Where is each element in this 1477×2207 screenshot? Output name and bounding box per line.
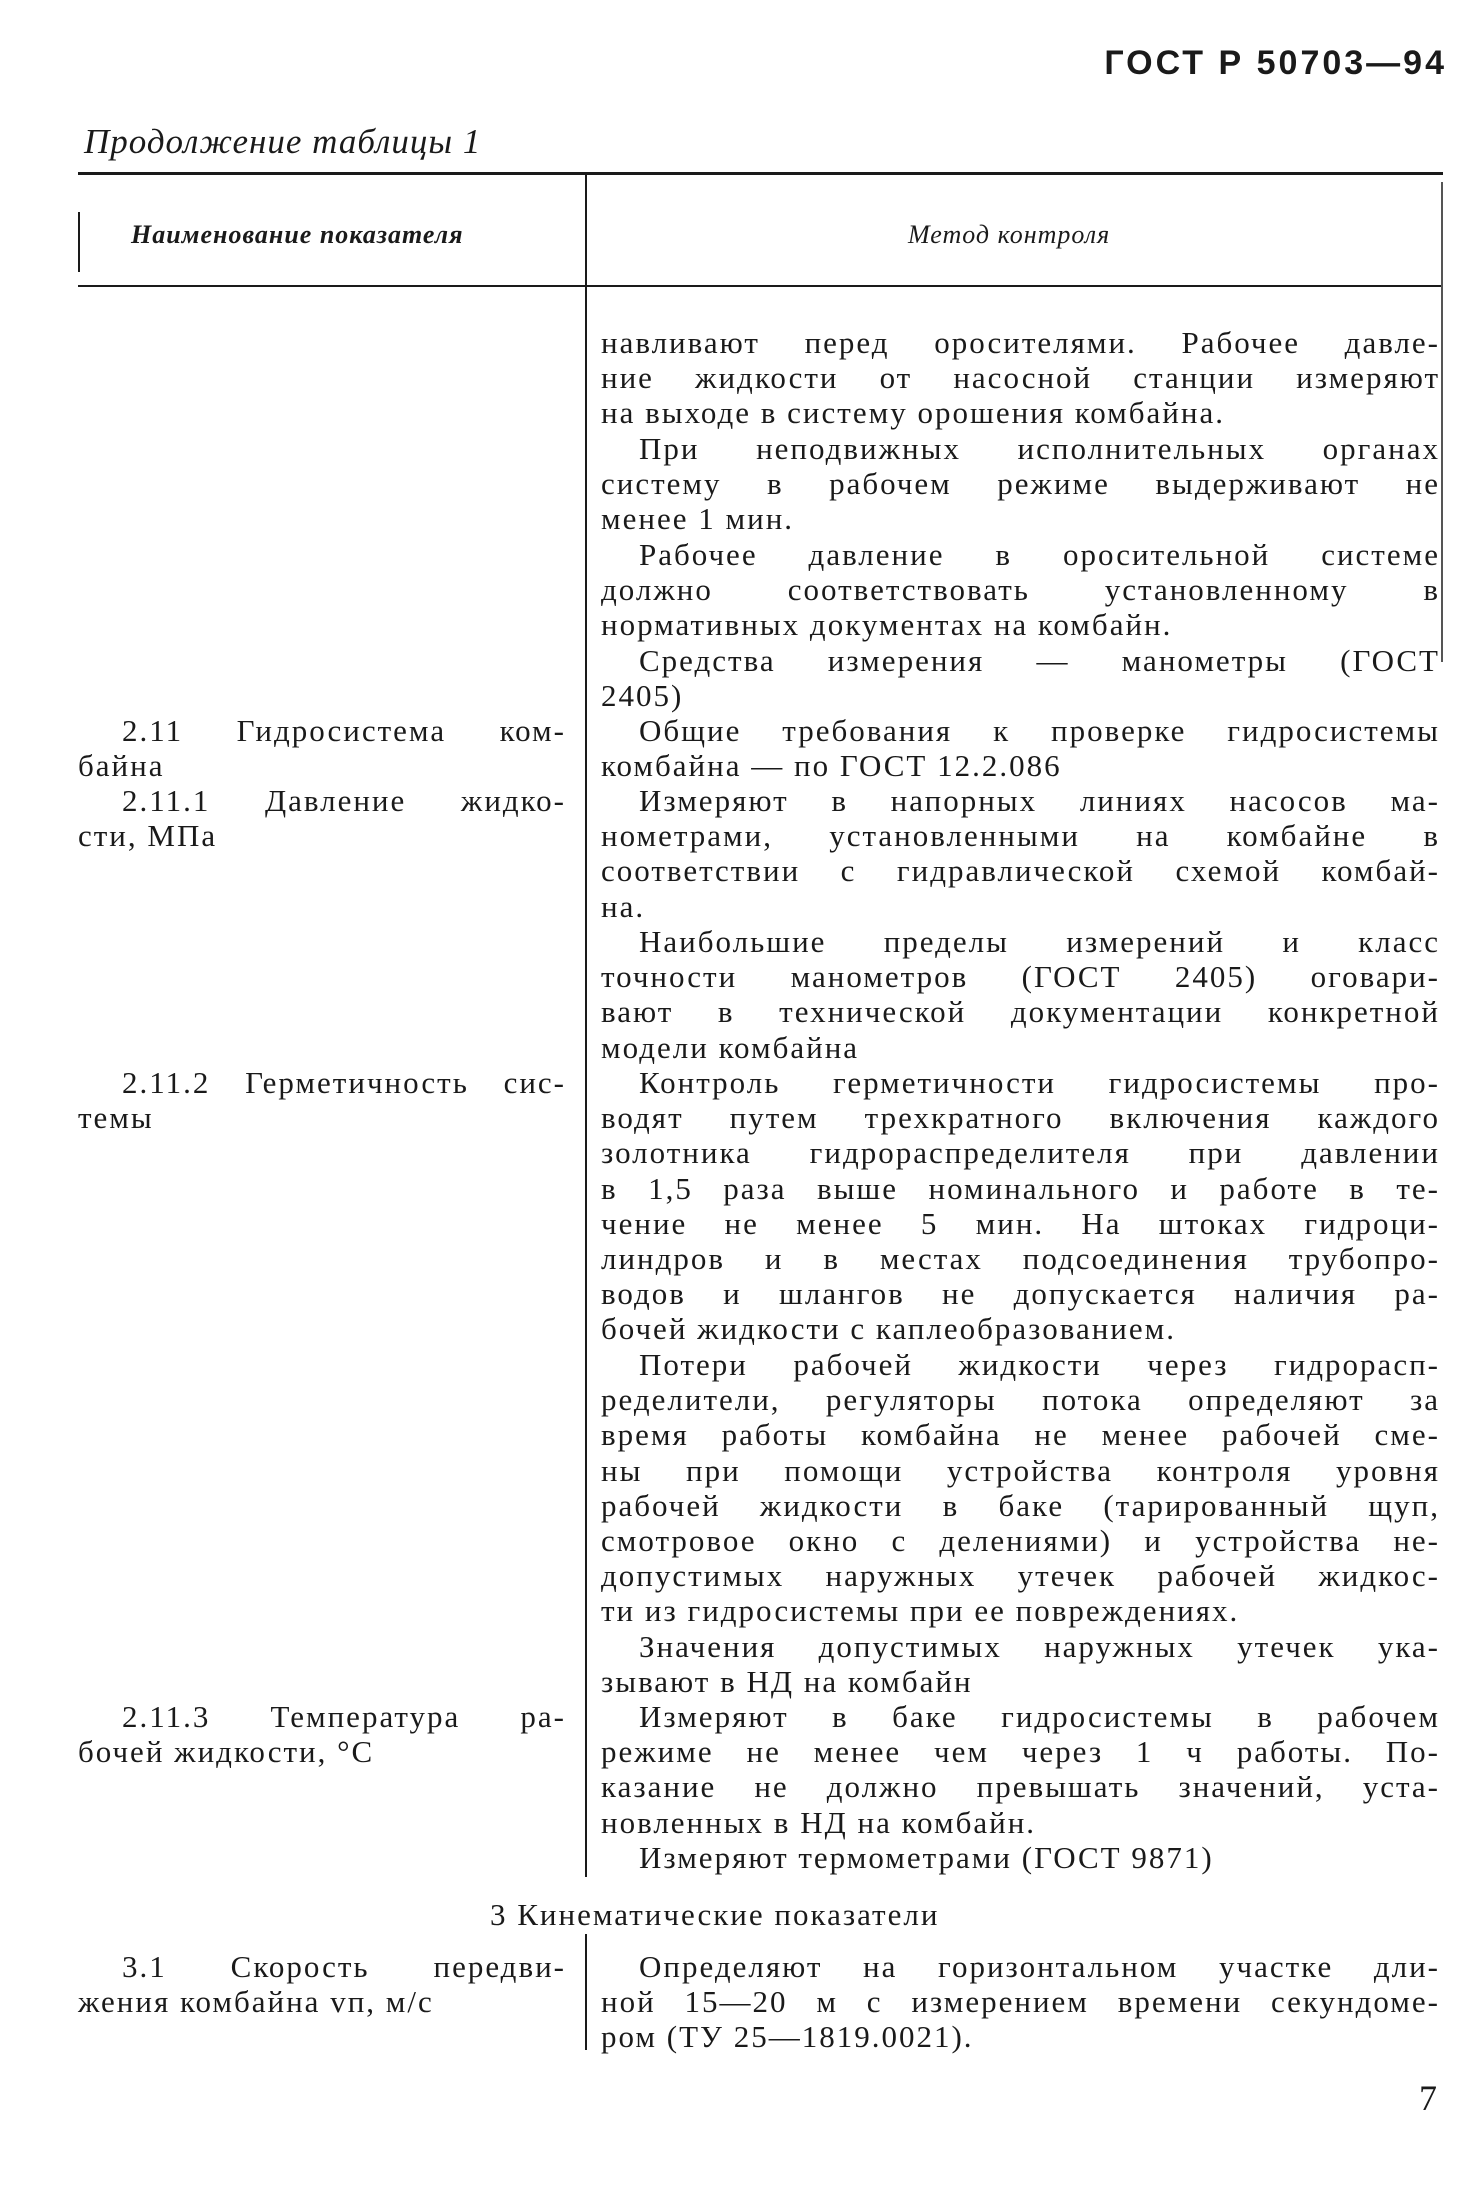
text-line: должно соответствовать установленному в [601, 572, 1440, 608]
text-line: Измеряют в баке гидросистемы в рабочем [639, 1699, 1440, 1734]
column-divider [585, 172, 587, 1877]
text-line: 2.11.1 Давление жидко- [122, 783, 566, 818]
text-line: комбайна — по ГОСТ 12.2.086 [601, 748, 1062, 784]
text-line: Измеряют в напорных линиях насосов ма- [639, 783, 1440, 818]
text-line: ние жидкости от насосной станции измеряют [601, 360, 1440, 396]
table-caption: Продолжение таблицы 1 [84, 122, 482, 161]
text-line: 2.11 Гидросистема ком- [122, 713, 566, 748]
column-header-method: Метод контроля [908, 220, 1111, 249]
text-line: жения комбайна vп, м/с [78, 1984, 434, 2020]
method-2-11-2-b [601, 1347, 1440, 1629]
text-line: сти, МПа [78, 818, 218, 854]
text-line: 2405) [601, 678, 684, 714]
indicator-2-11-1 [78, 783, 566, 853]
method-paragraph [601, 537, 1440, 643]
text-line: новленных в НД на комбайн. [601, 1804, 1037, 1840]
text-line: Средства измерения — манометры (ГОСТ [639, 643, 1440, 678]
text-line: навливают перед оросителями. Рабочее давле- [601, 325, 1440, 360]
text-line: на выходе в систему орошения комбайна. [601, 395, 1225, 431]
text-line: казание не должно превышать значений, уста- [601, 1769, 1440, 1805]
text-line: бочей жидкости с каплеобразованием. [601, 1311, 1177, 1347]
text-line: темы [78, 1100, 154, 1136]
column-header-indicator: Наименование показателя [131, 220, 464, 249]
text-line: байна [78, 748, 165, 784]
text-line: нометрами, установленными на комбайне в [601, 818, 1440, 854]
method-2-11-1-a [601, 783, 1440, 924]
text-line: водов и шлангов не допускается наличия ра- [601, 1276, 1440, 1312]
indicator-2-11 [78, 713, 566, 783]
text-line: ны при помощи устройства контроля уровня [601, 1452, 1440, 1488]
column-divider-lower [585, 1934, 587, 2050]
section-title: 3 Кинематические показатели [490, 1897, 940, 1932]
method-2-11-3-b [601, 1840, 1440, 1875]
method-2-11-3-a [601, 1699, 1440, 1840]
page-number: 7 [1419, 2078, 1437, 2118]
method-2-11-2-c [601, 1629, 1440, 1699]
standard-code-header: ГОСТ Р 50703—94 [1104, 44, 1447, 82]
table-header-rule [78, 285, 1443, 287]
text-line: точности манометров (ГОСТ 2405) оговари- [601, 959, 1440, 995]
method-2-11-2-a [601, 1065, 1440, 1347]
text-line: Измеряют термометрами (ГОСТ 9871) [639, 1840, 1214, 1875]
text-line: золотника гидрораспределителя при давлении [601, 1135, 1440, 1171]
text-line: ределители, регуляторы потока определяют за [601, 1382, 1440, 1418]
method-continuation [601, 325, 1440, 431]
text-line: чение не менее 5 мин. На штоках гидроци- [601, 1205, 1440, 1241]
text-line: 2.11.3 Температура ра- [122, 1699, 566, 1734]
indicator-2-11-2 [78, 1065, 566, 1135]
method-paragraph [601, 431, 1440, 537]
method-3-1 [601, 1949, 1440, 2055]
text-line: 3.1 Скорость передви- [122, 1949, 566, 1984]
text-line: рабочей жидкости в баке (тарированный щуп, [601, 1487, 1440, 1523]
method-paragraph [601, 643, 1440, 713]
text-line: ти из гидросистемы при ее повреждениях. [601, 1593, 1240, 1629]
text-line: 2.11.2 Герметичность сис- [122, 1065, 566, 1100]
table-right-edge [1441, 182, 1443, 662]
text-line: Потери рабочей жидкости через гидрорасп- [639, 1347, 1440, 1382]
method-2-11 [601, 713, 1440, 783]
text-line: Контроль герметичности гидросистемы про- [639, 1065, 1440, 1100]
text-line: Рабочее давление в оросительной системе [639, 537, 1440, 572]
text-line: Наибольшие пределы измерений и класс [639, 924, 1440, 959]
text-line: на. [601, 888, 646, 924]
text-line: модели комбайна [601, 1029, 860, 1065]
text-line: вают в технической документации конкретной [601, 994, 1440, 1030]
text-line: в 1,5 раза выше номинального и работе в те- [601, 1170, 1440, 1206]
indicator-2-11-3 [78, 1699, 566, 1769]
text-line: соответствии с гидравлической схемой комбай- [601, 853, 1440, 889]
text-line: допустимых наружных утечек рабочей жидкос- [601, 1558, 1440, 1594]
text-line: ной 15—20 м с измерением времени секундоме- [601, 1984, 1440, 2020]
text-line: систему в рабочем режиме выдерживают не [601, 466, 1440, 502]
indicator-3-1 [78, 1949, 566, 2019]
text-line: зывают в НД на комбайн [601, 1664, 973, 1700]
text-line: При неподвижных исполнительных органах [639, 431, 1440, 466]
text-line: линдров и в местах подсоединения трубопро- [601, 1241, 1440, 1277]
text-line: Общие требования к проверке гидросистемы [639, 713, 1440, 748]
text-line: время работы комбайна не менее рабочей сме- [601, 1417, 1440, 1453]
text-line: водят путем трехкратного включения каждого [601, 1100, 1440, 1136]
text-line: Значения допустимых наружных утечек ука- [639, 1629, 1440, 1664]
text-line: смотровое окно с делениями) и устройства не- [601, 1523, 1440, 1559]
method-2-11-1-b [601, 924, 1440, 1065]
text-line: менее 1 мин. [601, 501, 795, 537]
text-line: ром (ТУ 25—1819.0021). [601, 2019, 974, 2055]
table-left-edge [78, 212, 80, 272]
text-line: режиме не менее чем через 1 ч работы. По- [601, 1734, 1440, 1770]
specification-table [78, 172, 1443, 2055]
text-line: бочей жидкости, °С [78, 1734, 375, 1770]
text-line: нормативных документах на комбайн. [601, 607, 1173, 643]
table-top-rule [78, 172, 1443, 175]
text-line: Определяют на горизонтальном участке дли- [639, 1949, 1440, 1984]
